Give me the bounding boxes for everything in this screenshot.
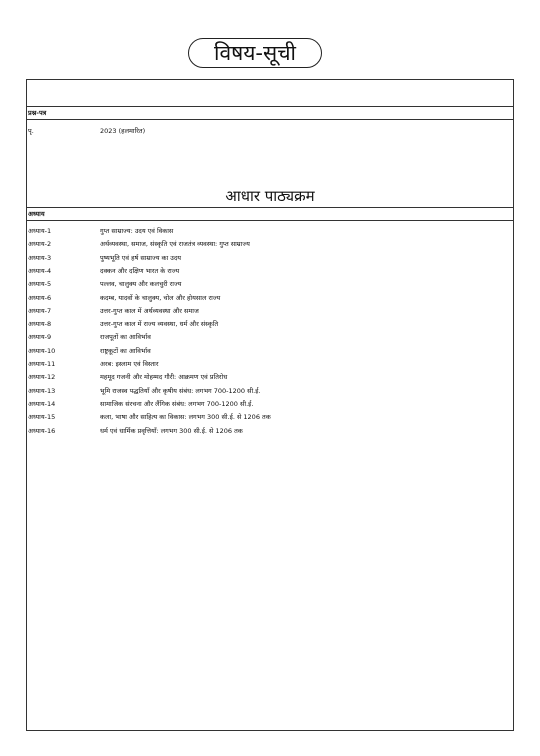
chapter-title: उत्तर-गुप्त काल में राज्य व्यवस्था, धर्म और संस्कृति (100, 320, 219, 329)
chapter-number: अध्याय-12 (28, 373, 56, 382)
chapter-number: अध्याय-10 (28, 346, 56, 355)
chapter-row (27, 266, 513, 279)
chapter-row (27, 426, 513, 439)
chapter-title: पुष्यभूति एवं हर्ष साम्राज्य का उदय (100, 253, 182, 262)
divider (27, 106, 513, 107)
chapter-number: अध्याय-6 (28, 293, 52, 302)
chapter-number: अध्याय-14 (28, 399, 56, 408)
chapter-number: अध्याय-8 (28, 320, 52, 329)
chapter-title: राष्ट्रकूटों का आविर्भाव (100, 346, 151, 355)
adhyay-header: अध्याय (28, 210, 45, 218)
chapter-title: अरब: इस्लाम एवं विस्तार (100, 360, 159, 368)
chapter-number: अध्याय-13 (28, 386, 56, 395)
chapter-row (27, 293, 513, 306)
paper-row-key: पृ. (28, 127, 34, 135)
chapter-row (27, 253, 513, 266)
chapter-title: दक्कन और दक्षिण भारत के राज्य (100, 266, 180, 275)
chapter-number: अध्याय-11 (28, 360, 56, 368)
chapter-number: अध्याय-7 (28, 306, 52, 315)
chapter-title: उत्तर-गुप्त काल में अर्थव्यवस्था और समाज (100, 306, 199, 315)
chapter-title: राजपूतों का आविर्भाव (100, 333, 151, 342)
chapter-number: अध्याय-2 (28, 240, 52, 249)
chapter-row (27, 332, 513, 345)
chapter-number: अध्याय-15 (28, 413, 56, 422)
prashna-patra-header: प्रश्न-पत्र (28, 109, 47, 117)
chapter-number: अध्याय-16 (28, 426, 56, 435)
chapter-row (27, 239, 513, 252)
divider (27, 207, 513, 208)
chapter-title: भूमि राजस्व पद्धतियाँ और कृषीय संबंध: लगभग 700-1200 सी.ई. (100, 386, 261, 395)
chapter-row (27, 412, 513, 425)
chapter-number: अध्याय-3 (28, 253, 52, 262)
chapter-row (27, 372, 513, 385)
chapter-number: अध्याय-1 (28, 227, 52, 235)
page-title: विषय-सूची (214, 41, 296, 65)
chapter-title: गुप्त साम्राज्य: उदय एवं विकास (100, 227, 174, 235)
chapter-number: अध्याय-5 (28, 280, 52, 289)
chapter-row (27, 346, 513, 359)
page-title-box (188, 38, 322, 68)
chapter-row (27, 226, 513, 239)
chapter-title: कदम्ब, यादवों के चालुक्य, चोल और होयसाल राज्य (100, 293, 221, 302)
chapter-row (27, 399, 513, 412)
chapter-title: महमूद गजनी और मोहम्मद गौरी: आक्रमण एवं प्रतिरोध (100, 373, 228, 382)
chapter-title: कला, भाषा और साहित्य का विकास: लगभग 300 सी.ई. से 1206 तक (100, 413, 271, 422)
chapter-row (27, 306, 513, 319)
chapter-row (27, 319, 513, 332)
chapter-number: अध्याय-4 (28, 266, 52, 275)
chapter-number: अध्याय-9 (28, 333, 52, 342)
chapter-title: अर्थव्यवस्था, समाज, संस्कृति एवं राजतंत्र व्यवस्था: गुप्त साम्राज्य (100, 240, 250, 249)
section-title: आधार पाठ्यक्रम (225, 187, 315, 205)
divider (27, 220, 513, 221)
chapter-title: धर्म एवं धार्मिक प्रवृत्तियाँ: लगभग 300 सी.ई. से 1206 तक (100, 426, 243, 435)
divider (27, 119, 513, 120)
paper-row-value: 2023 (हलमारित) (100, 127, 146, 135)
chapter-row (27, 359, 513, 372)
chapter-row (27, 279, 513, 292)
contents-frame (26, 79, 514, 731)
chapter-title: सामाजिक संरचना और लैंगिक संबंध: लगभग 700-1200 सी.ई. (100, 399, 254, 408)
chapter-title: पल्लव, चालुक्य और कलचुरी राज्य (100, 280, 182, 289)
chapter-row (27, 386, 513, 399)
